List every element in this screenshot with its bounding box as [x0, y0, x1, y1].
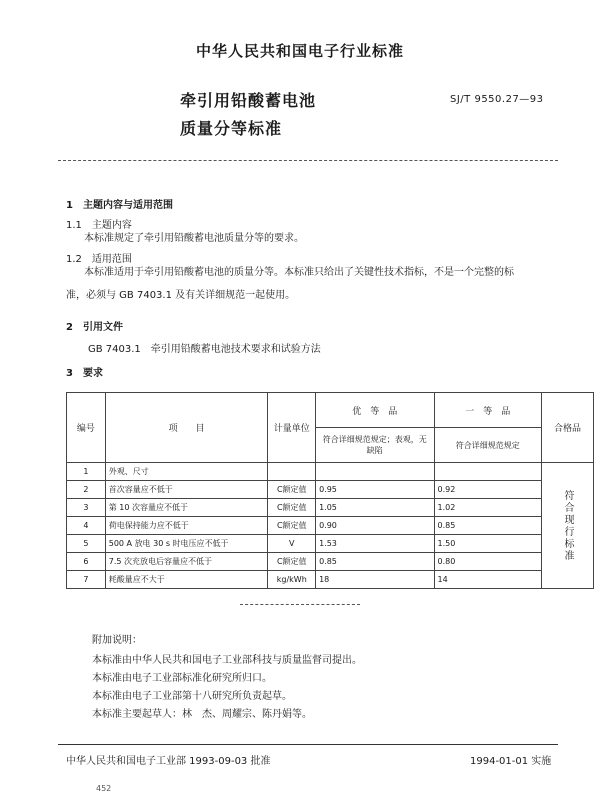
agency-title: 中华人民共和国电子行业标准 [195, 42, 404, 60]
section-1-1-heading: 1.1 主题内容 [66, 220, 132, 231]
row-item: 首次容量应不低于 [105, 481, 268, 499]
row-excellent: 0.85 [316, 553, 434, 571]
table-header-row [67, 393, 594, 428]
document-title-line2: 质量分等标准 [180, 119, 283, 138]
row-excellent: 0.95 [316, 481, 434, 499]
table-row [67, 463, 594, 481]
row-item: 7.5 次充放电后容量应不低于 [105, 553, 268, 571]
notes-line2: 本标准由电子工业部标准化研究所归口。 [92, 673, 272, 684]
row-no: 3 [67, 499, 106, 517]
col-header-first: 一 等 品 [434, 393, 541, 428]
requirements-table [66, 392, 594, 589]
section-1-2-text-line1: 本标准适用于牵引用铅酸蓄电池的质量分等。本标准只给出了关键性技术指标，不是一个完整的标 [84, 267, 514, 278]
col-header-qualified: 合格品 [541, 393, 593, 463]
section-1-heading: 1 主题内容与适用范围 [66, 200, 173, 211]
row-excellent [316, 463, 434, 481]
row-first: 0.80 [434, 553, 541, 571]
row-unit [268, 463, 316, 481]
page-number: 452 [96, 784, 112, 793]
section-2-heading: 2 引用文件 [66, 322, 123, 333]
row-item: 第 10 次容量应不低于 [105, 499, 268, 517]
row-no: 6 [67, 553, 106, 571]
notes-line3: 本标准由电子工业部第十八研究所负责起草。 [92, 691, 292, 702]
notes-line1: 本标准由中华人民共和国电子工业部科技与质量监督司提出。 [92, 655, 362, 666]
row-first: 1.50 [434, 535, 541, 553]
notes-line4: 本标准主要起草人：林 杰、周耀宗、陈丹娟等。 [92, 709, 312, 720]
header-divider [58, 160, 558, 161]
row-unit: C额定值 [268, 553, 316, 571]
end-divider [240, 604, 360, 605]
section-1-2-text-line2: 准，必须与 GB 7403.1 及有关详细规范一起使用。 [66, 290, 296, 301]
row-unit: V [268, 535, 316, 553]
footer-divider [58, 744, 558, 745]
row-first: 14 [434, 571, 541, 589]
row-first: 1.02 [434, 499, 541, 517]
row-first: 0.85 [434, 517, 541, 535]
row-unit: C额定值 [268, 499, 316, 517]
table-row [67, 571, 594, 589]
row-no: 7 [67, 571, 106, 589]
subheader-excellent: 符合详细规范规定；表观，无缺陷 [316, 428, 434, 463]
row-excellent: 18 [316, 571, 434, 589]
row-excellent: 1.53 [316, 535, 434, 553]
row-unit: kg/kWh [268, 571, 316, 589]
row-excellent: 1.05 [316, 499, 434, 517]
notes-heading: 附加说明： [92, 635, 142, 646]
effective-date: 1994-01-01 实施 [470, 756, 552, 767]
row-unit: C额定值 [268, 481, 316, 499]
standard-number: SJ/T 9550.27—93 [450, 94, 544, 105]
row-no: 5 [67, 535, 106, 553]
row-excellent: 0.90 [316, 517, 434, 535]
row-item: 耗酸量应不大于 [105, 571, 268, 589]
reference-document: GB 7403.1 牵引用铅酸蓄电池技术要求和试验方法 [88, 344, 321, 355]
col-header-unit: 计量单位 [268, 393, 316, 463]
approval-text: 中华人民共和国电子工业部 1993-09-03 批准 [66, 756, 271, 767]
col-header-excellent: 优 等 品 [316, 393, 434, 428]
row-no: 4 [67, 517, 106, 535]
row-no: 2 [67, 481, 106, 499]
section-1-2-heading: 1.2 适用范围 [66, 254, 132, 265]
table-row [67, 553, 594, 571]
row-unit: C额定值 [268, 517, 316, 535]
row-first [434, 463, 541, 481]
section-1-1-text: 本标准规定了牵引用铅酸蓄电池质量分等的要求。 [84, 233, 304, 244]
row-item: 500 A 放电 30 s 时电压应不低于 [105, 535, 268, 553]
col-header-item: 项 目 [105, 393, 268, 463]
row-item: 外观、尺寸 [105, 463, 268, 481]
subheader-first: 符合详细规范规定 [434, 428, 541, 463]
row-no: 1 [67, 463, 106, 481]
table-row [67, 535, 594, 553]
col-header-no: 编号 [67, 393, 106, 463]
document-title-line1: 牵引用铅酸蓄电池 [180, 91, 317, 110]
table-row [67, 481, 594, 499]
qualified-note: 符合现行标准 [541, 463, 593, 589]
row-first: 0.92 [434, 481, 541, 499]
table-row [67, 499, 594, 517]
section-3-heading: 3 要求 [66, 368, 103, 379]
row-item: 荷电保持能力应不低于 [105, 517, 268, 535]
table-row [67, 517, 594, 535]
